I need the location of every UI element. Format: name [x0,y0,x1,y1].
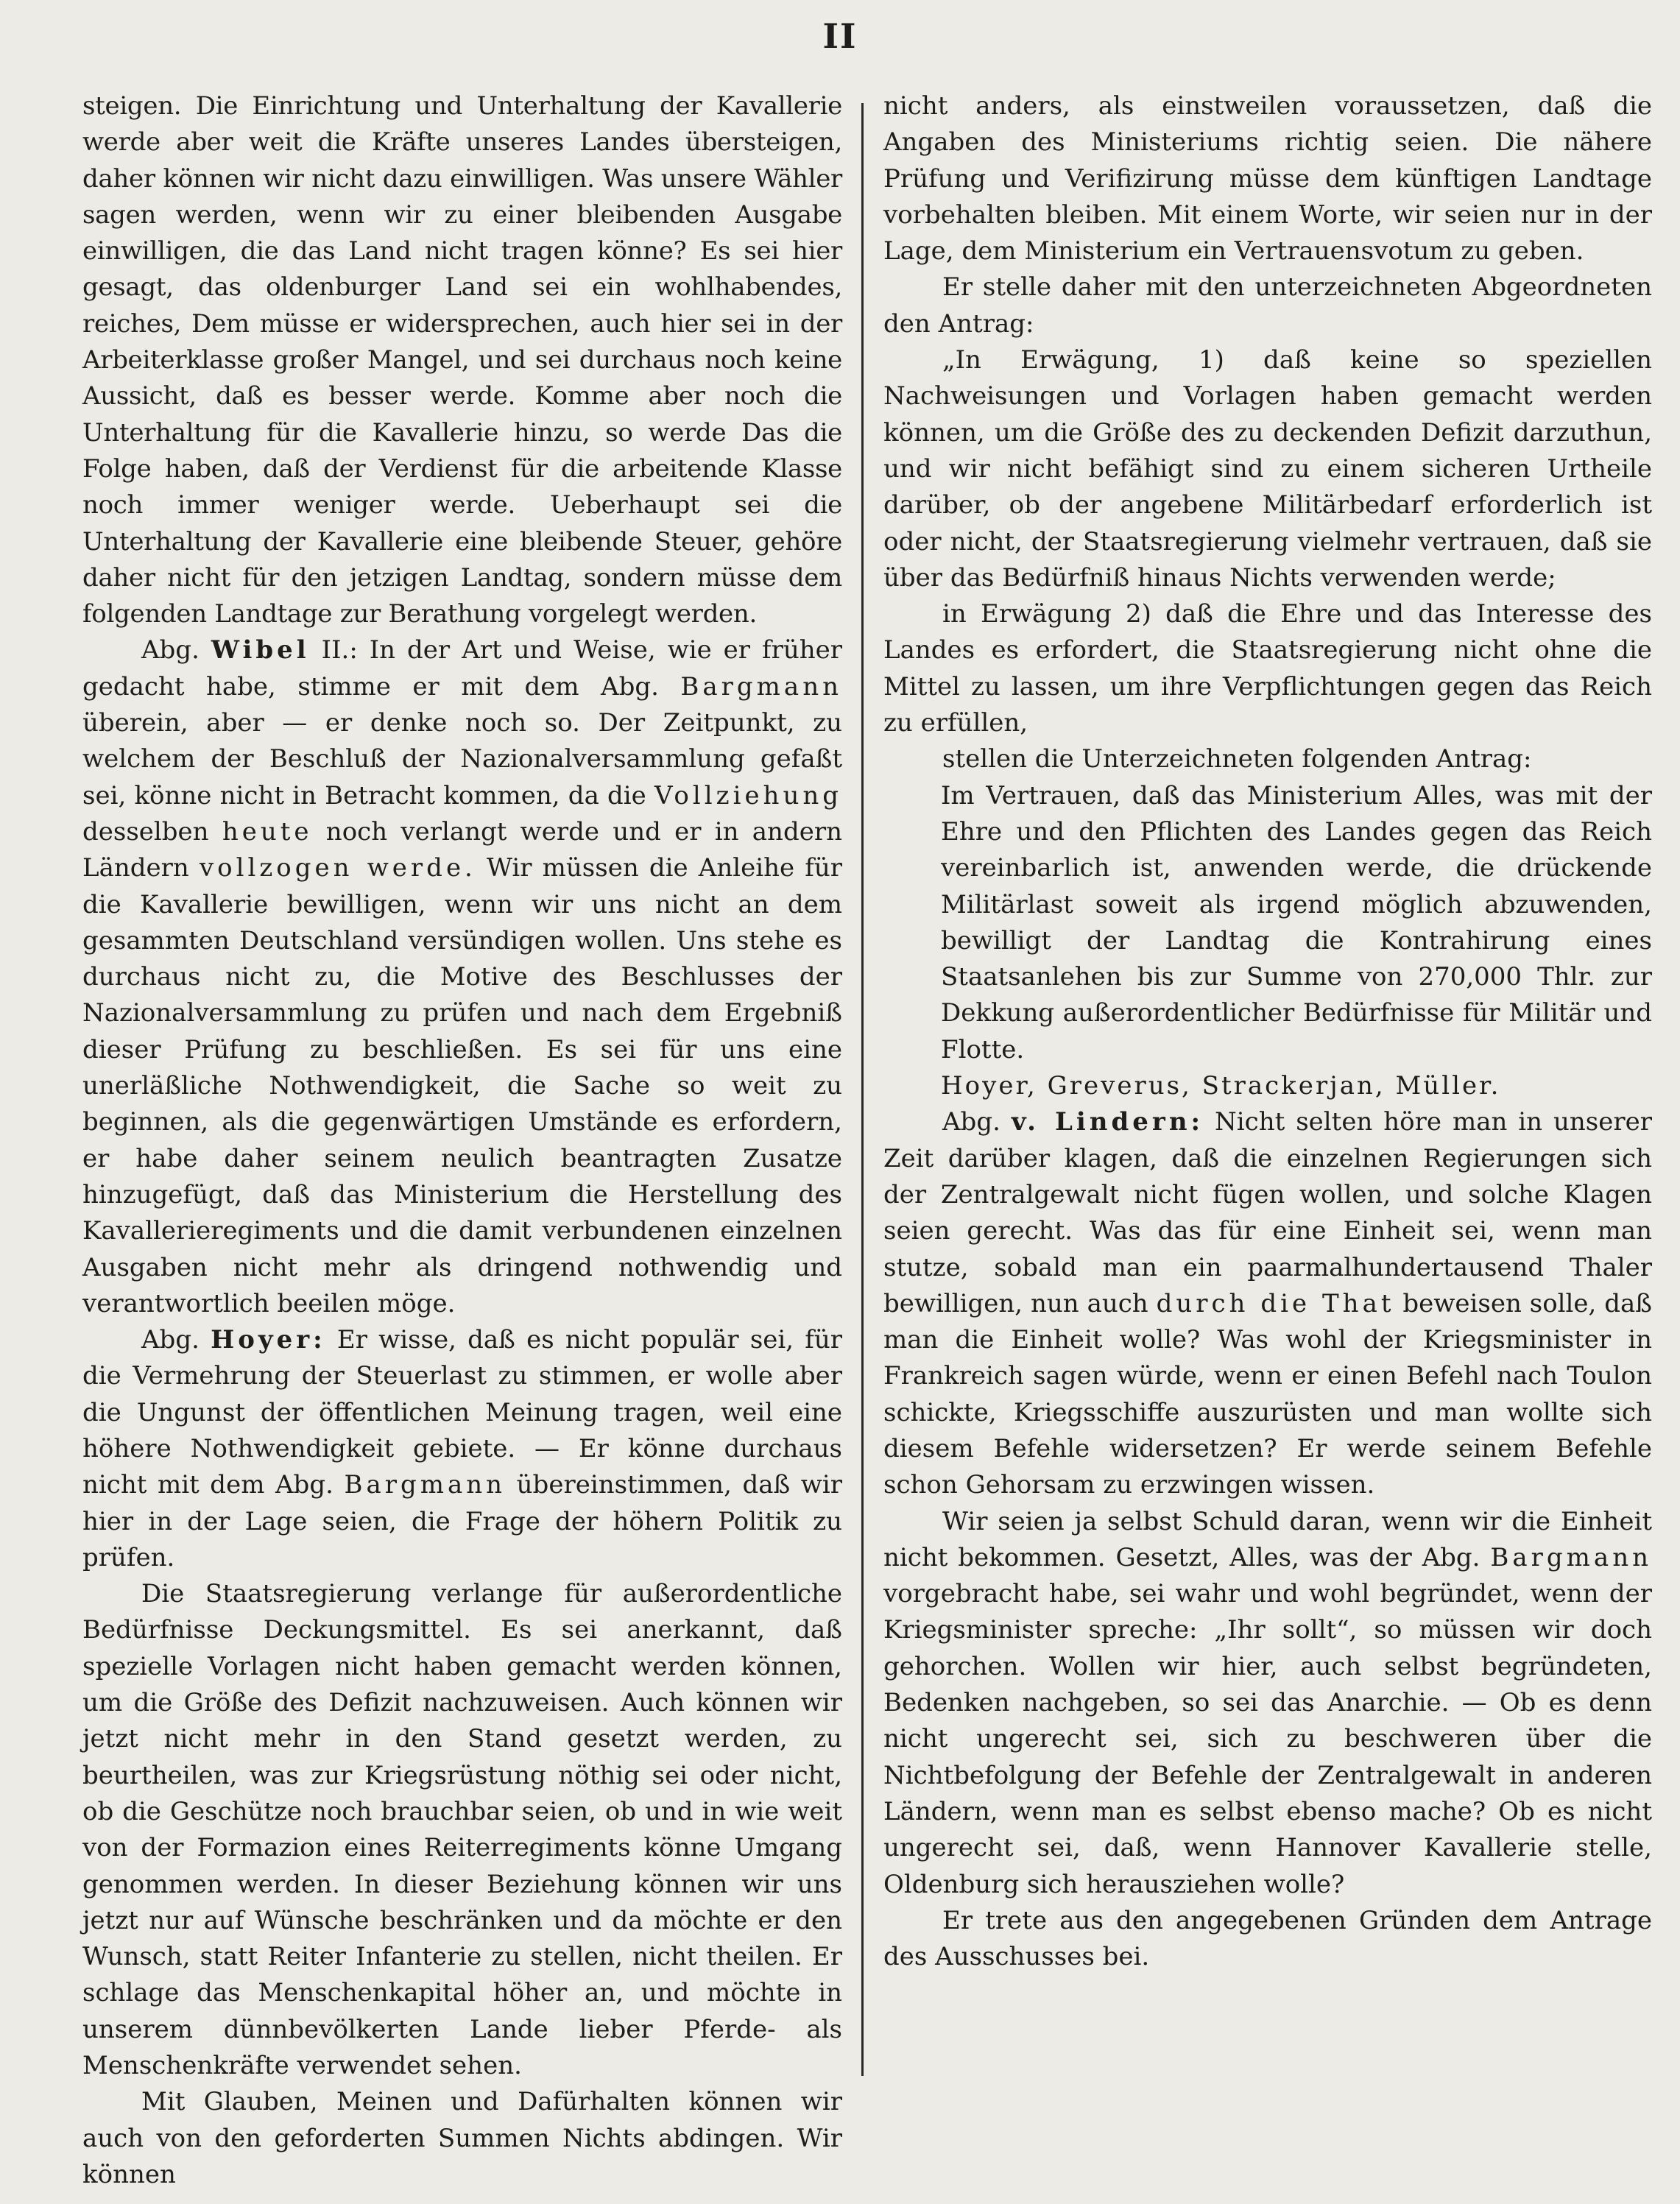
speech-text: Wir seien ja selbst Schuld daran, wenn wir die Einheit nicht bekommen. Gesetzt, Alles, was der Abg. [883,1506,1652,1572]
motion-text: „In Erwägung, 1) daß keine so speziellen Nachweisungen und Vorlagen haben gemacht werden können, um die Größe des zu deckenden Defizit darzuthun, und wir nicht befähigt sind zu einem sicheren Urtheile darüber, ob der angebene Militärbedarf erforderlich ist oder nicht, der Staatsregierung vielmehr vertrauen, daß sie über das Bedürfniß hinaus Nichts verwenden werde; [883,345,1652,593]
paragraph [883,1504,1652,1903]
speech-wibel [82,632,842,1322]
name-ref-bargmann: Bargmann [1490,1542,1652,1572]
name-ref-bargmann: Bargmann [680,671,842,702]
speaker-prefix: Abg. [942,1107,1000,1137]
motion-text: stellen die Unterzeichneten folgenden Antrag: [942,744,1532,774]
speech-text: noch verlangt werde und er in andern Ländern [82,816,842,883]
speech-text: beweisen solle, daß man die Einheit wolle? Was wohl der Kriegsminister in Frankreich sagen würde, wenn er einen Befehl nach Toulon schickte, Kriegsschiffe auszurüsten und man wollte sich diesem Befehle widersetzen? Er werde seinem Befehle schon Gehorsam zu erzwingen wissen. [883,1288,1652,1500]
speech-text: überein, aber — er denke noch so. Der Zeitpunkt, zu welchem der Beschluß der Nazionalversammlung gefaßt sei, könne nicht in Betracht kommen, da die [82,708,842,810]
speaker-suffix: II.: [321,635,358,665]
speech-lindern [883,1104,1652,1503]
paragraph: nicht anders, als einstweilen voraussetzen, daß die Angaben des Ministeriums richtig seien. Die nähere Prüfung und Verifizirung müsse dem künftigen Landtage vorbehalten bleiben. Mit einem Worte, wir seien nur in der Lage, dem Ministerium ein Vertrauensvotum zu geben. [883,91,1652,266]
speaker-prefix: Abg. [141,1325,200,1355]
emphasis-text: heute [222,816,313,847]
speech-text: In der Art und Weise, wie er früher gedacht habe, stimme er mit dem Abg. [82,635,842,702]
name-ref-bargmann: Bargmann [344,1470,507,1500]
paragraph: Er stelle daher mit den unterzeichneten Abgeordneten den Antrag: [883,272,1652,339]
speaker-name: v. Lindern: [1011,1107,1204,1137]
speaker-name: Hoyer: [211,1325,326,1355]
column-divider [861,103,864,2076]
speech-text: vorgebracht habe, sei wahr und wohl begründet, wenn der Kriegsminister spreche: „Ihr sollt“, so müssen wir doch gehorchen. Wollen wir hier, auch selbst begründeten, Bedenken nachgeben, so sei das Anarchie. — Ob es denn nicht ungerecht sei, sich zu beschweren über die Nichtbefolgung der Befehle der Zentralgewalt in anderen Ländern, wenn man es selbst ebenso mache? Ob es nicht ungerecht sei, daß, wenn Hannover Kavallerie stelle, Oldenburg sich herausziehen wolle? [883,1579,1652,1899]
motion-signers: Hoyer, Greverus, Strackerjan, Müller. [941,1071,1501,1101]
paragraph: Er trete aus den angegebenen Gründen dem Antrage des Ausschusses bei. [883,1905,1652,1972]
emphasis-text: vollzogen werde. [199,853,476,883]
emphasis-text: Vollziehung [654,780,843,810]
speech-hoyer [82,1322,842,1576]
motion-resolution: Im Vertrauen, daß das Ministerium Alles, was mit der Ehre und den Pflichten des Landes gegen das Reich vereinbarlich ist, anwenden werde, die drückende Militärlast soweit als irgend möglich abzuwenden, bewilligt der Landtag die Kontrahirung eines Staatsanlehen bis zur Summe von 270,000 Thlr. zur Dekkung außerordentlicher Bedürfnisse für Militär und Flotte. [941,780,1652,1064]
paragraph: Die Staatsregierung verlange für außerordentliche Bedürfnisse Deckungsmittel. Es sei anerkannt, daß spezielle Vorlagen nicht haben gemacht werden können, um die Größe des Defizit nachzuweisen. Auch können wir jetzt nicht mehr in den Stand gesetzt werden, zu beurtheilen, was zur Kriegsrüstung nöthig sei oder nicht, ob die Geschütze noch brauchbar seien, ob und in wie weit von der Formazion eines Reiterregiments könne Umgang genommen werden. In dieser Beziehung können wir uns jetzt nur auf Wünsche beschränken und da möchte er den Wunsch, statt Reiter Infanterie zu stellen, nicht theilen. Er schlage das Menschenkapital höher an, und möchte in unserem dünnbevölkerten Lande lieber Pferde- als Menschenkräfte verwendet sehen. [82,1579,842,2081]
speech-text: übereinstimmen, daß wir hier in der Lage seien, die Frage der höhern Politik zu prüfen. [82,1470,843,1572]
speaker-prefix: Abg. [141,635,200,665]
paragraph: Mit Glauben, Meinen und Dafürhalten können wir auch von den geforderten Summen Nichts abdingen. Wir können [82,2087,842,2189]
page-number: II [822,16,858,56]
paragraph: steigen. Die Einrichtung und Unterhaltung der Kavallerie werde aber weit die Kräfte unseres Landes übersteigen, daher können wir nicht dazu einwilligen. Was unsere Wähler sagen werden, wenn wir zu einer bleibenden Ausgabe einwilligen, die das Land nicht tragen könne? Es sei hier gesagt, das oldenburger Land sei ein wohlhabendes, reiches, Dem müsse er widersprechen, auch hier sei in der Arbeiterklasse großer Mangel, und sei durchaus noch keine Aussicht, daß es besser werde. Komme aber noch die Unterhaltung für die Kavallerie hinzu, so werde Das die Folge haben, daß der Verdienst für die arbeitende Klasse noch immer weniger werde. Ueberhaupt sei die Unterhaltung der Kavallerie eine bleibende Steuer, gehöre daher nicht für den jetzigen Landtag, sondern müsse dem folgenden Landtage zur Berathung vorgelegt werden. [82,91,842,629]
speech-text: Wir müssen die Anleihe für die Kavallerie bewilligen, wenn wir uns nicht an dem gesammten Deutschland versündigen wollen. Uns stehe es durchaus nicht zu, die Motive des Beschlusses der Nazionalversammlung zu prüfen und nach dem Ergebniß dieser Prüfung zu beschließen. Es sei für uns eine unerläßliche Nothwendigkeit, die Sache so weit zu beginnen, als die gegenwärtigen Umstände es erfordern, er habe daher seinem neulich beantragten Zusatze hinzugefügt, daß das Ministerium die Herstellung des Kavallerieregiments und die damit verbundenen einzelnen Ausgaben nicht mehr als dringend nothwendig und verantwortlich beeilen möge. [82,853,842,1318]
speaker-name: Wibel [211,635,310,665]
speech-text: Nicht selten höre man in unserer Zeit darüber klagen, daß die einzelnen Regierungen sich der Zentralgewalt nicht fügen wollen, und solche Klagen seien gerecht. Was das für eine Einheit sei, wenn man stutze, sobald man ein paarmalhundertausend Thaler bewilligen, nun auch [883,1107,1652,1318]
emphasis-text: durch die That [1156,1288,1395,1318]
right-column [883,88,1652,1975]
left-column [82,88,842,2193]
speech-text: Er wisse, daß es nicht populär sei, für die Vermehrung der Steuerlast zu stimmen, er wolle aber die Ungunst der öffentlichen Meinung tragen, weil eine höhere Nothwendigkeit gebiete. — Er könne durchaus nicht mit dem Abg. [82,1325,843,1500]
motion-text: in Erwägung 2) daß die Ehre und das Interesse des Landes es erfordert, die Staatsregierung nicht ohne die Mittel zu lassen, um ihre Verpflichtungen gegen das Reich zu erfüllen, [883,599,1652,738]
speech-text: desselben [82,816,209,847]
